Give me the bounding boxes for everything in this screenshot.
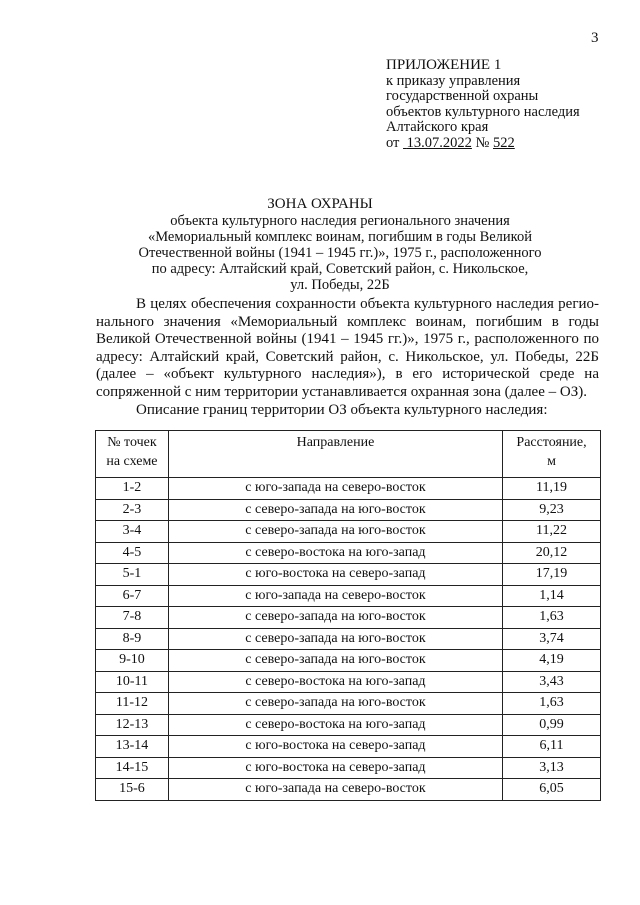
appendix-line-heritage: объектов культурного наследия: [386, 103, 580, 120]
table-row: [96, 779, 601, 801]
appendix-date-line: [386, 136, 580, 152]
distance-cell: 6,11: [503, 736, 601, 758]
points-cell: 2-3: [96, 499, 169, 521]
direction-column-header: Направление: [168, 431, 502, 478]
direction-cell: с северо-запада на юго-восток: [168, 628, 502, 650]
distance-cell: 17,19: [503, 564, 601, 586]
points-cell: 13-14: [96, 736, 169, 758]
points-cell: 3-4: [96, 521, 169, 543]
distance-cell: 4,19: [503, 650, 601, 672]
distance-cell: 1,14: [503, 585, 601, 607]
zone-subtitle: [100, 213, 580, 293]
table-row: [96, 585, 601, 607]
direction-cell: с юго-востока на северо-запад: [168, 736, 502, 758]
table-row: [96, 757, 601, 779]
number-prefix: №: [475, 134, 490, 151]
points-cell: 1-2: [96, 478, 169, 500]
direction-cell: с северо-запада на юго-восток: [168, 607, 502, 629]
table-header-row: [96, 431, 601, 478]
zone-subtitle-line: объекта культурного наследия регионального значения: [170, 213, 510, 229]
order-date: 13.07.2022: [406, 134, 472, 151]
appendix-line-department: государственной охраны: [386, 88, 539, 104]
direction-cell: с юго-запада на северо-восток: [168, 585, 502, 607]
page-number: 3: [591, 30, 599, 46]
direction-cell: с юго-востока на северо-запад: [168, 564, 502, 586]
table-row: [96, 671, 601, 693]
zone-subtitle-line: по адресу: Алтайский край, Советский район, с. Никольское,: [151, 261, 529, 277]
appendix-line-order: к приказу управления: [386, 72, 521, 89]
points-cell: 10-11: [96, 671, 169, 693]
table-row: [96, 607, 601, 629]
direction-cell: с северо-востока на юго-запад: [168, 714, 502, 736]
distance-column-header: Расстояние, м: [503, 431, 601, 478]
table-row: [96, 628, 601, 650]
points-column-header: № точек на схеме: [96, 431, 169, 478]
table-row: [96, 714, 601, 736]
distance-cell: 9,23: [503, 499, 601, 521]
appendix-block: [386, 58, 580, 151]
intro-line: В целях обеспечения сохранности объекта культурного наследия регио-: [136, 296, 599, 312]
intro-line: Великой Отечественной войны (1941 – 1945 гг.)», 1975 г., расположенного по: [96, 331, 599, 347]
direction-cell: с северо-запада на юго-восток: [168, 650, 502, 672]
intro-line: сопряженной с ним территории устанавливается охранная зона (далее – ОЗ).: [96, 383, 587, 400]
distance-cell: 6,05: [503, 779, 601, 801]
direction-cell: с северо-востока на юго-запад: [168, 542, 502, 564]
distance-cell: 0,99: [503, 714, 601, 736]
distance-cell: 3,74: [503, 628, 601, 650]
appendix-title: ПРИЛОЖЕНИЕ 1: [386, 57, 502, 73]
points-cell: 15-6: [96, 779, 169, 801]
appendix-line-region: Алтайского края: [386, 119, 489, 135]
table-row: [96, 521, 601, 543]
order-number: 522: [493, 134, 515, 151]
points-cell: 12-13: [96, 714, 169, 736]
boundary-description-label: Описание границ территории ОЗ объекта культурного наследия:: [136, 402, 548, 418]
table-row: [96, 542, 601, 564]
table-row: [96, 564, 601, 586]
zone-subtitle-line: ул. Победы, 22Б: [290, 277, 390, 293]
direction-cell: с юго-востока на северо-запад: [168, 757, 502, 779]
zone-title: ЗОНА ОХРАНЫ: [267, 196, 373, 212]
boundaries-table: [95, 430, 601, 801]
direction-cell: с северо-запада на юго-восток: [168, 499, 502, 521]
zone-subtitle-line: «Мемориальный комплекс воинам, погибшим в годы Великой: [147, 229, 532, 245]
distance-cell: 1,63: [503, 693, 601, 715]
distance-cell: 3,43: [503, 671, 601, 693]
intro-paragraph: [96, 296, 599, 401]
points-cell: 5-1: [96, 564, 169, 586]
points-cell: 7-8: [96, 607, 169, 629]
table-row: [96, 499, 601, 521]
date-prefix: от: [386, 134, 400, 151]
direction-cell: с северо-востока на юго-запад: [168, 671, 502, 693]
table-row: [96, 478, 601, 500]
intro-line: нального значения «Мемориальный комплекс воинам, погибшим в годы: [96, 313, 599, 330]
points-cell: 11-12: [96, 693, 169, 715]
distance-cell: 11,22: [503, 521, 601, 543]
points-cell: 9-10: [96, 650, 169, 672]
direction-cell: с северо-запада на юго-восток: [168, 693, 502, 715]
distance-cell: 3,13: [503, 757, 601, 779]
table-row: [96, 693, 601, 715]
intro-line: (далее – «объект культурного наследия»), в его исторической среде на: [96, 366, 599, 382]
direction-cell: с юго-запада на северо-восток: [168, 779, 502, 801]
points-cell: 14-15: [96, 757, 169, 779]
table-row: [96, 650, 601, 672]
intro-line: адресу: Алтайский край, Советский район, с. Никольское, ул. Победы, 22Б: [96, 348, 599, 365]
points-cell: 4-5: [96, 542, 169, 564]
distance-cell: 20,12: [503, 542, 601, 564]
zone-subtitle-line: Отечественной войны (1941 – 1945 гг.)», 1975 г., расположенного: [138, 245, 542, 261]
points-cell: 6-7: [96, 585, 169, 607]
direction-cell: с юго-запада на северо-восток: [168, 478, 502, 500]
distance-cell: 1,63: [503, 607, 601, 629]
table-row: [96, 736, 601, 758]
points-cell: 8-9: [96, 628, 169, 650]
distance-cell: 11,19: [503, 478, 601, 500]
direction-cell: с северо-запада на юго-восток: [168, 521, 502, 543]
